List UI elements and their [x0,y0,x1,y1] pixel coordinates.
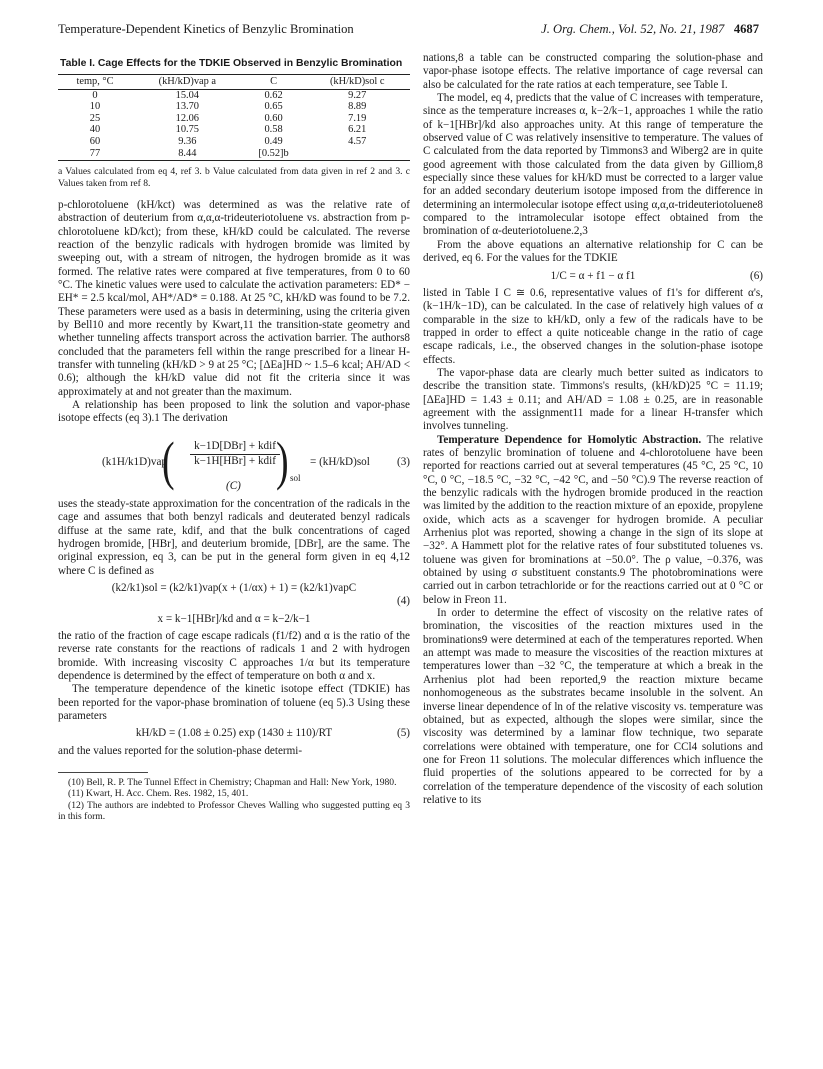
eq3-close-paren: ) [276,430,289,491]
eq6-text: 1/C = α + f1 − α f1 [550,269,636,282]
paragraph: From the above equations an alternative relationship for C can be derived, eq 6. For the values for the TDKIE [423,238,763,265]
table-cell: 7.19 [348,112,367,124]
eq6-number: (6) [750,269,763,282]
paragraph: nations,8 a table can be constructed comparing the solution-phase and vapor-phase isotope effects. The relative importance of cage reversal can also be calculated for the rate ratios at each temperature, see Table I. [423,52,763,91]
paragraph: uses the steady-state approximation for the concentration of the radicals in the cage and assumes that both benzyl radicals and deuterated benzyl radicals diffuse at the same rate, kdif, and that the bulk concentrations of caged hydrogen bromide, [HBr], and deuterium bromide, [DBr], are the same. The original expression, eq 3, can be put in the general form given in eq 4,12 where C is defined as [58,497,410,577]
reference: (12) The authors are indebted to Professor Cheves Walling who suggested putting eq 3 in this form. [58,799,410,823]
journal-citation: J. Org. Chem., Vol. 52, No. 21, 1987 4687 [541,22,759,36]
table-cell: 10 [89,101,101,113]
section-heading: Temperature Dependence for Homolytic Abstraction. [437,433,702,446]
table-cell: 4.57 [348,135,367,147]
table-header-cell: temp, °C [58,75,132,90]
table-cell: 60 [89,135,101,147]
table-title: Table I. Cage Effects for the TDKIE Observed in Benzylic Bromination [60,58,403,69]
paragraph: The temperature dependence of the kinetic isotope effect (TDKIE) has been reported for the vapor-phase bromination of toluene (eq 5).3 Using these parameters [58,683,410,722]
eq5-text: kH/kD = (1.08 ± 0.25) exp (1430 ± 110)/RT [135,727,333,740]
table-row [58,113,410,125]
table-cell: 0.65 [264,101,283,113]
eq4-number: (4) [397,595,410,608]
eq3-rhs: = (kH/kD)sol [310,455,370,468]
paragraph: The model, eq 4, predicts that the value of C increases with temperature, since as the temperature increases α, k−2/k−1, approaches 1 while the ratio of k−1[HBr]/kd also approaches unity. At this range of temperature the observed value of C was relatively insensitive to temperature. The values of C calculated from the data reported by Timmons3 and Wiberg2 are in quite good agreement with those calculated from the data given by Gilliom,8 especially since these values for kH/kD must be corrected to a larger value for an added secondary deuterium isotope imposed from the difference in determining an intermolecular isotope effect using α,α,α-trideuteriotoluene8 compared to the intramolecular isotope effect obtained from the bromination of α-deuteriotoluene.2,3 [423,92,763,238]
footnote-rule [58,772,148,773]
cage-effects-table [58,74,410,161]
eq3-subscript: sol [290,472,301,483]
eq3-c-label: (C) [226,479,241,492]
table-row [58,136,410,148]
table-cell: 0.58 [264,124,283,136]
reference: (11) Kwart, H. Acc. Chem. Res. 1982, 15, 401. [68,788,249,800]
equation-4 [58,582,410,609]
table-row [58,124,410,136]
table-cell: 77 [58,148,132,161]
table-cell: 13.70 [175,101,200,113]
table-cell: 12.06 [175,112,200,124]
equation-6 [423,270,763,283]
paragraph: The vapor-phase data are clearly much better suited as indicators to describe the transition state. Timmons's results, (kH/kD)25 °C = 11.19; [ΔEa]HD = 1.43 ± 0.11; and AH/AD = 1.08 ± 0.25, are in reasonable agreement with the assignment11 made for a linear H-transfer which involves tunneling. [423,366,763,433]
eq3-number: (3) [397,455,410,468]
table-cell: 8.89 [348,101,367,113]
table-row [58,101,410,113]
table-cell: 15.04 [175,89,200,101]
table-row [58,148,410,161]
table-cell: 9.27 [348,89,367,101]
table-cell: 6.21 [348,124,367,136]
paragraph [423,434,763,607]
table-cell: 9.36 [178,135,197,147]
table-cell: 25 [89,112,101,124]
table-header-cell: (kH/kD)sol c [304,75,410,90]
eq3-open-paren: ( [162,430,175,491]
right-column [423,52,763,807]
paragraph: and the values reported for the solution-phase determi- [58,744,303,757]
eq5-number: (5) [397,727,410,740]
paragraph: listed in Table I C ≅ 0.6, representative values of f1's for different α's, (k−1H/k−1D), can be calculated. In the case of relatively high values of α comparable in the size to kH/kD, only a few of the radicals have to be trapped in order to effect a quite noticeable change in the ratio of cage escape radicals, i.e., the observed changes in the solution-phase isotope effects. [423,286,763,366]
eq3-fraction [190,440,280,469]
equation-5 [58,727,410,740]
reference: (10) Bell, R. P. The Tunnel Effect in Chemistry; Chapman and Hall: New York, 1980. [68,777,397,788]
table-cell [304,148,410,161]
eq3-numerator: k−1D[DBr] + kdif [190,440,280,455]
equation-3 [58,430,410,492]
table-header-cell: C [243,75,305,90]
table-cell: 10.75 [175,124,200,136]
eq3-denominator: k−1H[HBr] + kdif [194,455,276,468]
running-header [58,22,759,38]
paragraph: A relationship has been proposed to link the solution and vapor-phase isotope effects (eq 3).1 The derivation [58,399,410,425]
paragraph-text: The relative rates of benzylic bromination of toluene and 4-chlorotoluene have been reported for reactions carried out at several temperatures (45 °C, 25 °C, 10 °C, 0 °C, −18.5 °C, −32 °C, −42 °C, and −50 °C).9 The reverse reaction of the benzylic radicals with the hydrogen bromide produced in the reaction was limited by the addition to the reaction mixture of an epoxide, propylene oxide, which acts as a scavenger for hydrogen bromide. A peculiar Arrhenius plot was reported, showing a change in the sign of its slope at −32°. A Hammett plot for the relative rates of four substituted toluenes vs. toluene was given for brominations at −50.0°. The ρ value, −0.376, was obtained by using σ substituent constants.9 The photobrominations were carried out in carbon tetrachloride or for the reactions carried out at 0 °C or below in Freon 11. [423,433,764,606]
table-cell: 0.49 [264,135,283,147]
table-cell: 40 [89,124,101,136]
table-footnotes: a Values calculated from eq 4, ref 3. b Value calculated from data given in ref 2 and 3. c Values taken from ref 8. [58,166,410,189]
running-title: Temperature-Dependent Kinetics of Benzylic Bromination [58,22,354,36]
eq4-text: (k2/k1)sol = (k2/k1)vap(x + (1/αx) + 1) = (k2/k1)vapC [111,581,357,594]
paragraph: In order to determine the effect of viscosity on the relative rates of bromination, the viscosities of the reaction mixtures used in the brominations9 were determined at each of the temperatures reported. When an attempt was made to measure the viscosities of the reaction mixtures at temperatures lower than −32 °C, the temperature at which a break in the Arrhenius plot had been reported,9 the reaction mixture became nonhomogeneous as the substrates became insoluble in the solvent. An inverse linear dependence of ln of the relative viscosity vs. temperature was obtained, but as expected, although the slopes were similar, since the viscosity was determined by a laminar flow technique, two separate correlations were obtained with temperature, one for CCl4 solutions and one for Freon 11 solutions. The molecular differences which influence the fluid properties of the solutions appeared to be corrected for by a correlation of the temperature dependence of the viscosity of each solution relative to its [423,607,763,806]
table-cell: [0.52]b [243,148,305,161]
table-cell: 8.44 [132,148,243,161]
table-cell: 0.62 [264,89,283,101]
equation-4b: x = k−1[HBr]/kd and α = k−2/k−1 [157,612,311,625]
left-column [58,52,410,823]
paragraph: p-chlorotoluene (kH/kct) was determined as was the relative rate of abstraction of deuterium from α,α,α-trideuteriotoluene vs. abstraction from p-chlorotoluene kD/kct); from these, kH/kD could be calculated. The reverse reaction of the benzylic radicals with hydrogen bromide was limited by sweeping out, with a stream of nitrogen, the hydrogen bromide as it was formed. The relative rates were compared at five temperatures, from 0 to 60 °C. The kinetic values were used to calculate the activation parameters: ED* − EH* = 2.5 kcal/mol, AH*/AD* = 0.188. At 25 °C, kH/kD was found to be 7.2. These parameters were used as a basis in determining, using the criteria given by Bell10 and more recently by Kwart,11 the transition-state geometry and whether tunneling affects transport across the activation barrier. The authors8 concluded that the parameters fell within the range prescribed for a linear H-transfer with tunneling (kH/kD > 9 at 25 °C; [ΔEa]HD ~ 1.5–6 kcal; AH/AD < 0.6); although the kH/kD value did not fit the criteria since it was approximately at and not greater than the maximum. [58,198,410,398]
table-header-row [58,75,410,90]
table-header-cell: (kH/kD)vap a [132,75,243,90]
paragraph: the ratio of the fraction of cage escape radicals (f1/f2) and α is the ratio of the reverse rate constants for the reactions of radicals 1 and 2 with hydrogen bromide. With increasing viscosity C approaches 1/α but its temperature dependence is determined by the effect of temperature on both α and x. [58,629,410,682]
page-number: 4687 [733,22,759,36]
table-cell: 0 [92,89,98,101]
references [58,777,410,823]
table-row [58,89,410,101]
table-cell: 0.60 [264,112,283,124]
eq3-lhs: (k1H/k1D)vap [102,455,167,468]
